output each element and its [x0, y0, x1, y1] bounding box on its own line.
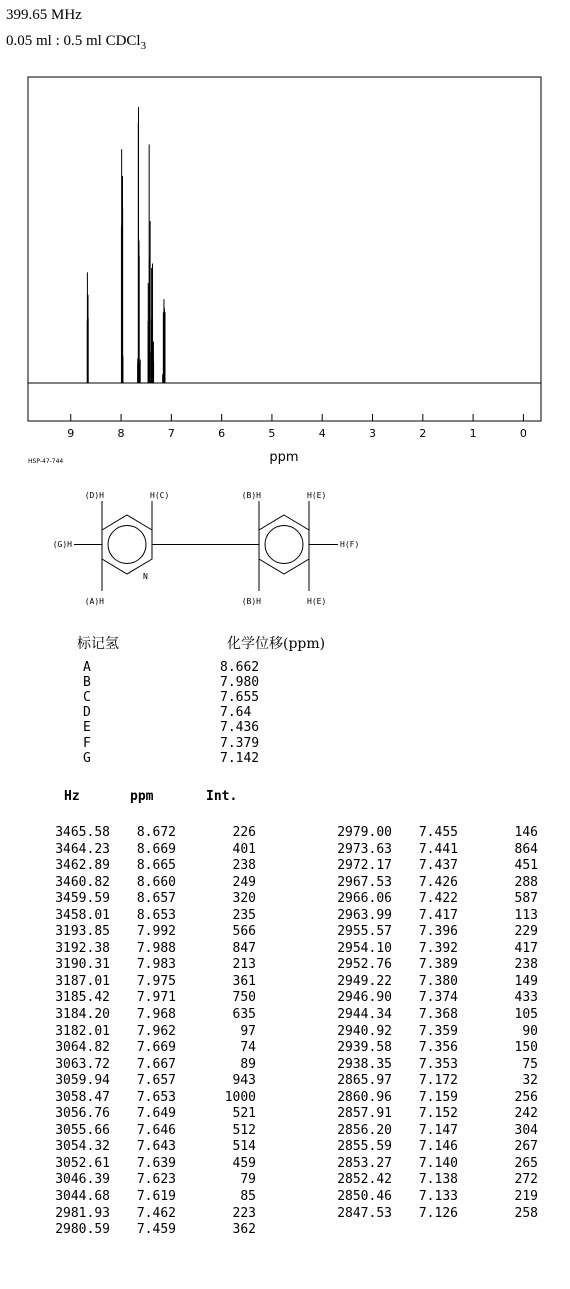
peak-row [282, 1073, 552, 1090]
peak-row [282, 1156, 552, 1173]
peak-row [0, 842, 270, 859]
peak-ppm: 7.649 [136, 1106, 176, 1122]
peak-row [282, 858, 552, 875]
peak-hz: 2944.34 [337, 1007, 392, 1023]
assignment-shift: 7.436 [220, 720, 260, 736]
peak-ppm: 7.619 [136, 1189, 176, 1205]
label-he-bottom: H(E) [307, 597, 327, 606]
peak-row [282, 1007, 552, 1024]
peak-hz: 3187.01 [55, 973, 110, 989]
peak-ppm: 7.172 [418, 1073, 458, 1089]
assignment-label: A [83, 660, 91, 675]
x-tick-label: 6 [218, 427, 226, 440]
assignment-label: G [83, 750, 91, 766]
peak-hz: 3193.85 [55, 924, 110, 940]
peak-hz: 3054.32 [55, 1139, 110, 1155]
peak-row [0, 1073, 270, 1090]
peak-hz: 3058.47 [55, 1089, 110, 1105]
peak-int: 242 [514, 1106, 538, 1122]
peak-ppm: 7.639 [136, 1155, 176, 1171]
peak-ppm: 7.380 [418, 973, 458, 989]
peak-ppm: 7.417 [418, 907, 458, 923]
peak-row [0, 1090, 270, 1107]
peak-ppm: 7.657 [136, 1073, 176, 1089]
peak-int: 288 [514, 874, 538, 890]
peak-row [282, 1172, 552, 1189]
header-ppm: ppm [130, 789, 154, 804]
peak-row [0, 908, 270, 925]
peak-ppm: 7.441 [418, 841, 458, 857]
chemical-structure [0, 483, 400, 633]
peak-hz: 3192.38 [55, 940, 110, 956]
assignment-row [0, 705, 400, 720]
peak-ppm: 8.660 [136, 874, 176, 890]
x-tick-label: 0 [519, 427, 527, 440]
peak-int: 79 [240, 1172, 256, 1188]
peak-hz: 3464.23 [55, 841, 110, 857]
plot-frame [28, 77, 541, 421]
peak-row [282, 1057, 552, 1074]
peak-hz: 2952.76 [337, 957, 392, 973]
peak-int: 362 [232, 1222, 256, 1238]
peak-ppm: 7.643 [136, 1139, 176, 1155]
peak-int: 256 [514, 1089, 538, 1105]
assignment-label: F [83, 735, 91, 751]
peak-hz: 3052.61 [55, 1155, 110, 1171]
peak-ppm: 7.455 [418, 825, 458, 840]
peak-hz: 3055.66 [55, 1122, 110, 1138]
peak-hz: 3044.68 [55, 1189, 110, 1205]
peak-hz: 2853.27 [337, 1155, 392, 1171]
spectrometer-frequency: 399.65 MHz [6, 7, 82, 23]
assignment-shift: 7.142 [220, 750, 260, 766]
peak-int: 238 [232, 858, 256, 874]
peak-row [282, 1206, 552, 1223]
peak-row [0, 875, 270, 892]
peak-ppm: 7.992 [136, 924, 176, 940]
peak-ppm: 7.152 [418, 1106, 458, 1122]
x-tick-label: 7 [167, 427, 175, 440]
label-he-top: H(E) [307, 491, 327, 500]
peak-ppm: 7.975 [136, 973, 176, 989]
peak-int: 847 [232, 940, 256, 956]
peak-row [282, 908, 552, 925]
peak-ppm: 7.462 [136, 1205, 176, 1221]
peak-int: 97 [240, 1023, 256, 1039]
peak-int: 433 [514, 990, 538, 1006]
header-hz: Hz [64, 789, 80, 804]
peak-ppm: 7.988 [136, 940, 176, 956]
peak-ppm: 8.669 [136, 841, 176, 857]
assignment-shift: 7.64 [220, 705, 252, 721]
pyridine-aromatic-circle [108, 526, 146, 564]
assignment-row [0, 675, 400, 690]
peak-ppm: 7.968 [136, 1007, 176, 1023]
peak-row [0, 858, 270, 875]
peak-row [282, 1090, 552, 1107]
peak-hz: 2954.10 [337, 940, 392, 956]
peak-hz: 2857.91 [337, 1106, 392, 1122]
peak-ppm: 7.392 [418, 940, 458, 956]
x-tick-label: 9 [67, 427, 75, 440]
peak-row [0, 990, 270, 1007]
peak-hz: 3458.01 [55, 907, 110, 923]
assignment-label: B [83, 675, 91, 691]
peak-row [282, 941, 552, 958]
peak-row [282, 875, 552, 892]
label-gh: (G)H [52, 540, 72, 549]
peak-ppm: 7.422 [418, 891, 458, 907]
peak-row [0, 1007, 270, 1024]
peak-ppm: 7.126 [418, 1205, 458, 1221]
peak-row [282, 1024, 552, 1041]
peak-row [282, 924, 552, 941]
peak-ppm: 7.368 [418, 1007, 458, 1023]
peak-int: 235 [232, 907, 256, 923]
peak-hz: 2939.58 [337, 1040, 392, 1056]
sample-text: 0.05 ml : 0.5 ml CDCl [6, 33, 141, 49]
x-tick-label: 8 [117, 427, 125, 440]
peak-row [282, 842, 552, 859]
peak-ppm: 7.983 [136, 957, 176, 973]
peak-hz: 3462.89 [55, 858, 110, 874]
peak-hz: 2981.93 [55, 1205, 110, 1221]
peak-hz: 2940.92 [337, 1023, 392, 1039]
assignment-row [0, 736, 400, 751]
peak-hz: 3465.58 [55, 825, 110, 840]
peak-int: 90 [522, 1023, 538, 1039]
peak-int: 85 [240, 1189, 256, 1205]
peak-hz: 2967.53 [337, 874, 392, 890]
peak-hz: 2966.06 [337, 891, 392, 907]
peak-int: 105 [514, 1007, 538, 1023]
peak-row [0, 941, 270, 958]
peak-int: 146 [514, 825, 538, 840]
peak-ppm: 7.437 [418, 858, 458, 874]
peak-row [0, 825, 270, 842]
peak-ppm: 7.138 [418, 1172, 458, 1188]
peak-hz: 2850.46 [337, 1189, 392, 1205]
peak-int: 587 [514, 891, 538, 907]
peak-hz: 2946.90 [337, 990, 392, 1006]
label-bh-top: (B)H [241, 491, 261, 500]
peak-row [282, 974, 552, 991]
assignment-header-label: 标记氢 [77, 636, 119, 652]
peak-row [0, 1156, 270, 1173]
peak-ppm: 7.669 [136, 1040, 176, 1056]
peak-ppm: 8.657 [136, 891, 176, 907]
peak-table-right [282, 825, 552, 1222]
label-ah: (A)H [84, 597, 104, 606]
peak-int: 1000 [224, 1089, 256, 1105]
peak-hz: 3185.42 [55, 990, 110, 1006]
peak-hz: 2955.57 [337, 924, 392, 940]
assignment-shift: 8.662 [220, 660, 260, 675]
nmr-spectrum-chart [0, 70, 570, 470]
peak-hz: 3182.01 [55, 1023, 110, 1039]
assignment-shift: 7.980 [220, 675, 260, 691]
peak-hz: 3064.82 [55, 1040, 110, 1056]
peak-int: 521 [232, 1106, 256, 1122]
label-dh: (D)H [84, 491, 104, 500]
peak-hz: 3056.76 [55, 1106, 110, 1122]
peak-int: 226 [232, 825, 256, 840]
peak-int: 229 [514, 924, 538, 940]
pyridine-ring [102, 515, 152, 574]
peak-int: 219 [514, 1189, 538, 1205]
peak-hz: 3059.94 [55, 1073, 110, 1089]
peak-ppm: 7.396 [418, 924, 458, 940]
assignment-table [0, 633, 400, 793]
peak-row [282, 1123, 552, 1140]
assignment-header-shift: 化学位移(ppm) [227, 636, 326, 652]
peak-int: 451 [514, 858, 538, 874]
peak-row [0, 1123, 270, 1140]
peak-int: 32 [522, 1073, 538, 1089]
peak-int: 272 [514, 1172, 538, 1188]
peak-row [0, 1106, 270, 1123]
peak-ppm: 7.374 [418, 990, 458, 1006]
peak-ppm: 7.646 [136, 1122, 176, 1138]
peak-ppm: 7.962 [136, 1023, 176, 1039]
peak-int: 401 [232, 841, 256, 857]
label-hc: H(C) [150, 491, 170, 500]
peak-ppm: 7.459 [136, 1222, 176, 1238]
peak-row [282, 957, 552, 974]
peak-hz: 3046.39 [55, 1172, 110, 1188]
peak-hz: 2856.20 [337, 1122, 392, 1138]
peak-int: 75 [522, 1056, 538, 1072]
peak-ppm: 7.353 [418, 1056, 458, 1072]
peak-hz: 2980.59 [55, 1222, 110, 1238]
assignment-row [0, 751, 400, 766]
peak-hz: 2963.99 [337, 907, 392, 923]
peak-ppm: 7.159 [418, 1089, 458, 1105]
x-tick-label: 2 [419, 427, 427, 440]
peak-ppm: 7.623 [136, 1172, 176, 1188]
peak-int: 258 [514, 1205, 538, 1221]
peak-ppm: 7.389 [418, 957, 458, 973]
spectrum-code: HSP-47-744 [28, 458, 64, 465]
peak-int: 304 [514, 1122, 538, 1138]
benzene-aromatic-circle [265, 526, 303, 564]
peak-row [282, 1040, 552, 1057]
peak-hz: 3184.20 [55, 1007, 110, 1023]
peak-row [282, 990, 552, 1007]
peak-table-header [0, 789, 300, 807]
peak-ppm: 7.146 [418, 1139, 458, 1155]
peak-hz: 2852.42 [337, 1172, 392, 1188]
peak-row [0, 1206, 270, 1223]
peak-row [0, 1222, 270, 1239]
peak-hz: 3460.82 [55, 874, 110, 890]
peak-int: 566 [232, 924, 256, 940]
peak-int: 238 [514, 957, 538, 973]
label-hf: H(F) [340, 540, 360, 549]
peak-row [282, 1139, 552, 1156]
peak-ppm: 7.359 [418, 1023, 458, 1039]
peak-hz: 2938.35 [337, 1056, 392, 1072]
peak-row [282, 1189, 552, 1206]
peak-int: 150 [514, 1040, 538, 1056]
peak-row [282, 1106, 552, 1123]
sample-description [6, 33, 146, 52]
peak-ppm: 7.133 [418, 1189, 458, 1205]
sample-subscript: 3 [140, 40, 147, 52]
peak-int: 864 [514, 841, 538, 857]
peak-row [282, 825, 552, 842]
peaks-group [87, 107, 165, 383]
peak-row [0, 1172, 270, 1189]
peak-ppm: 7.971 [136, 990, 176, 1006]
assignment-label: D [83, 705, 91, 721]
x-tick-label: 4 [318, 427, 326, 440]
peak-row [0, 1139, 270, 1156]
assignment-row [0, 690, 400, 705]
header-int: Int. [206, 789, 238, 804]
assignment-row [0, 720, 400, 735]
peak-ppm: 7.667 [136, 1056, 176, 1072]
label-n: N [143, 572, 148, 581]
peak-int: 89 [240, 1056, 256, 1072]
peak-row [0, 1024, 270, 1041]
peak-hz: 2949.22 [337, 973, 392, 989]
peak-int: 943 [232, 1073, 256, 1089]
peak-int: 750 [232, 990, 256, 1006]
peak-hz: 3063.72 [55, 1056, 110, 1072]
peak-int: 249 [232, 874, 256, 890]
peak-row [0, 974, 270, 991]
x-axis-ticks [67, 414, 527, 440]
peak-row [282, 891, 552, 908]
peak-ppm: 8.653 [136, 907, 176, 923]
peak-hz: 2855.59 [337, 1139, 392, 1155]
peak-row [0, 924, 270, 941]
peak-int: 223 [232, 1205, 256, 1221]
peak-int: 149 [514, 973, 538, 989]
peak-int: 74 [240, 1040, 256, 1056]
peak-int: 113 [514, 907, 538, 923]
peak-table-left [0, 825, 270, 1239]
peak-ppm: 7.147 [418, 1122, 458, 1138]
label-bh-bottom: (B)H [241, 597, 261, 606]
peak-row [0, 1040, 270, 1057]
x-axis-label: ppm [269, 450, 299, 465]
x-tick-label: 1 [469, 427, 477, 440]
peak-hz: 2973.63 [337, 841, 392, 857]
peak-ppm: 7.140 [418, 1155, 458, 1171]
peak-int: 267 [514, 1139, 538, 1155]
peak-int: 635 [232, 1007, 256, 1023]
benzene-ring [259, 515, 309, 574]
assignment-shift: 7.379 [220, 735, 260, 751]
peak-int: 417 [514, 940, 538, 956]
peak-row [0, 891, 270, 908]
assignment-shift: 7.655 [220, 690, 260, 706]
peak-hz: 3190.31 [55, 957, 110, 973]
peak-int: 514 [232, 1139, 256, 1155]
peak-ppm: 8.665 [136, 858, 176, 874]
peak-int: 361 [232, 973, 256, 989]
peak-row [0, 957, 270, 974]
peak-hz: 2979.00 [337, 825, 392, 840]
peak-int: 512 [232, 1122, 256, 1138]
peak-hz: 3459.59 [55, 891, 110, 907]
peak-row [0, 1189, 270, 1206]
assignment-row [0, 660, 400, 675]
peak-int: 213 [232, 957, 256, 973]
peak-ppm: 7.653 [136, 1089, 176, 1105]
peak-hz: 2865.97 [337, 1073, 392, 1089]
peak-ppm: 7.356 [418, 1040, 458, 1056]
peak-int: 265 [514, 1155, 538, 1171]
peak-hz: 2847.53 [337, 1205, 392, 1221]
peak-ppm: 7.426 [418, 874, 458, 890]
peak-int: 320 [232, 891, 256, 907]
x-tick-label: 5 [268, 427, 276, 440]
x-tick-label: 3 [369, 427, 377, 440]
peak-hz: 2860.96 [337, 1089, 392, 1105]
peak-int: 459 [232, 1155, 256, 1171]
peak-row [0, 1057, 270, 1074]
peak-hz: 2972.17 [337, 858, 392, 874]
peak-ppm: 8.672 [136, 825, 176, 840]
assignment-label: C [83, 690, 91, 706]
assignment-label: E [83, 720, 91, 736]
